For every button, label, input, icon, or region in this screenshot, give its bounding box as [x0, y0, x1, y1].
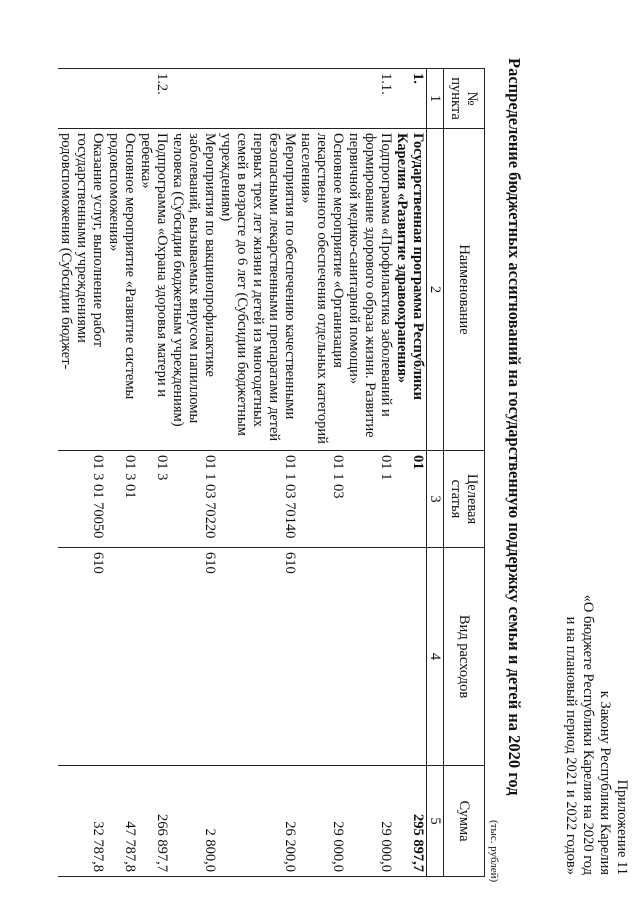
- row-name: Мероприятия по обеспечению качественными безопасными лекарственными препаратами детей первых трех лет жизни и детей из многодетных семей в возрасте до 6 лет (Субсидии бюджетным учреждениям): [218, 129, 298, 451]
- row-num: [298, 69, 346, 129]
- units-label: (тыс. рублей): [488, 820, 500, 883]
- document-title: Распределение бюджетных ассигнований на государственную поддержку семьи и детей на 2020 год: [505, 58, 524, 796]
- header-kind: Вид расходов: [444, 548, 485, 766]
- table-row: [58, 69, 106, 877]
- table-row: [298, 69, 346, 877]
- row-name: Основное мероприятие «Развитие системы родовспоможения»: [106, 129, 138, 451]
- table-row: [394, 69, 427, 877]
- row-kind: [106, 548, 138, 766]
- header-name: Наименование: [444, 129, 485, 451]
- row-sum: 29 000,0: [346, 766, 394, 877]
- row-num: [218, 69, 298, 129]
- row-kind: [346, 548, 394, 766]
- row-kind: 610: [218, 548, 298, 766]
- row-name: Основное мероприятие «Организация лекарственного обеспечения отдельных категорий населения»: [298, 129, 346, 451]
- row-code: 01: [394, 451, 427, 548]
- header-code: Целевая статья: [444, 451, 485, 548]
- table-row: [170, 69, 218, 877]
- row-sum: 47 787,8: [106, 766, 138, 877]
- row-sum: 2 800,0: [170, 766, 218, 877]
- column-numbers-row: [427, 69, 444, 877]
- row-sum: 29 000,0: [298, 766, 346, 877]
- table-header-row: [444, 69, 485, 877]
- row-code: 01 1: [346, 451, 394, 548]
- col-number: 3: [427, 451, 444, 548]
- row-num: 1.1.: [346, 69, 394, 129]
- table-row: [138, 69, 170, 877]
- row-sum: 295 897,7: [394, 766, 427, 877]
- row-sum: 266 897,7: [138, 766, 170, 877]
- table-row: [218, 69, 298, 877]
- row-num: 1.2.: [138, 69, 170, 129]
- row-kind: [394, 548, 427, 766]
- row-name: Оказание услуг, выполнение работ государственными учреждениями родовспоможения (Субсидии бюджет-: [58, 129, 106, 451]
- appendix-line: «О бюджете Республики Карелия на 2020 год: [580, 594, 596, 875]
- row-name: Подпрограмма «Охрана здоровья матери и ребенка»: [138, 129, 170, 451]
- table-row: [346, 69, 394, 877]
- row-kind: [138, 548, 170, 766]
- row-name: Государственная программа Республики Карелия «Развитие здравоохранения»: [394, 129, 427, 451]
- appendix-line: к Закону Республики Карелия: [597, 690, 613, 875]
- row-code: 01 1 03 70220: [170, 451, 218, 548]
- table-row: [106, 69, 138, 877]
- appendix-line: Приложение 11: [614, 779, 630, 875]
- row-kind: 610: [170, 548, 218, 766]
- header-num: № пункта: [444, 69, 485, 129]
- col-number: 5: [427, 766, 444, 877]
- appendix-line: и на плановый период 2021 и 2022 годов»: [563, 616, 579, 875]
- row-code: 01 1 03 70140: [218, 451, 298, 548]
- row-code: 01 3 01: [106, 451, 138, 548]
- row-name: Подпрограмма «Профилактика заболеваний и формирование здорового образа жизни. Развитие первичной медико-санитарной помощи»: [346, 129, 394, 451]
- row-num: [58, 69, 106, 129]
- col-number: 1: [427, 69, 444, 129]
- row-code: 01 3 01 70050: [58, 451, 106, 548]
- row-sum: 26 200,0: [218, 766, 298, 877]
- row-num: 1.: [394, 69, 427, 129]
- header-sum: Сумма: [444, 766, 485, 877]
- row-num: [106, 69, 138, 129]
- row-sum: 32 787,8: [58, 766, 106, 877]
- row-code: 01 3: [138, 451, 170, 548]
- row-code: 01 1 03: [298, 451, 346, 548]
- row-kind: [298, 548, 346, 766]
- budget-table: [58, 68, 485, 877]
- row-num: [170, 69, 218, 129]
- col-number: 2: [427, 129, 444, 451]
- col-number: 4: [427, 548, 444, 766]
- appendix-block: [562, 455, 630, 875]
- row-name: Мероприятия по вакцинопрофилактике заболеваний, вызываемых вирусом папилломы человека (Субсидии бюджетным учреждениям): [170, 129, 218, 451]
- row-kind: 610: [58, 548, 106, 766]
